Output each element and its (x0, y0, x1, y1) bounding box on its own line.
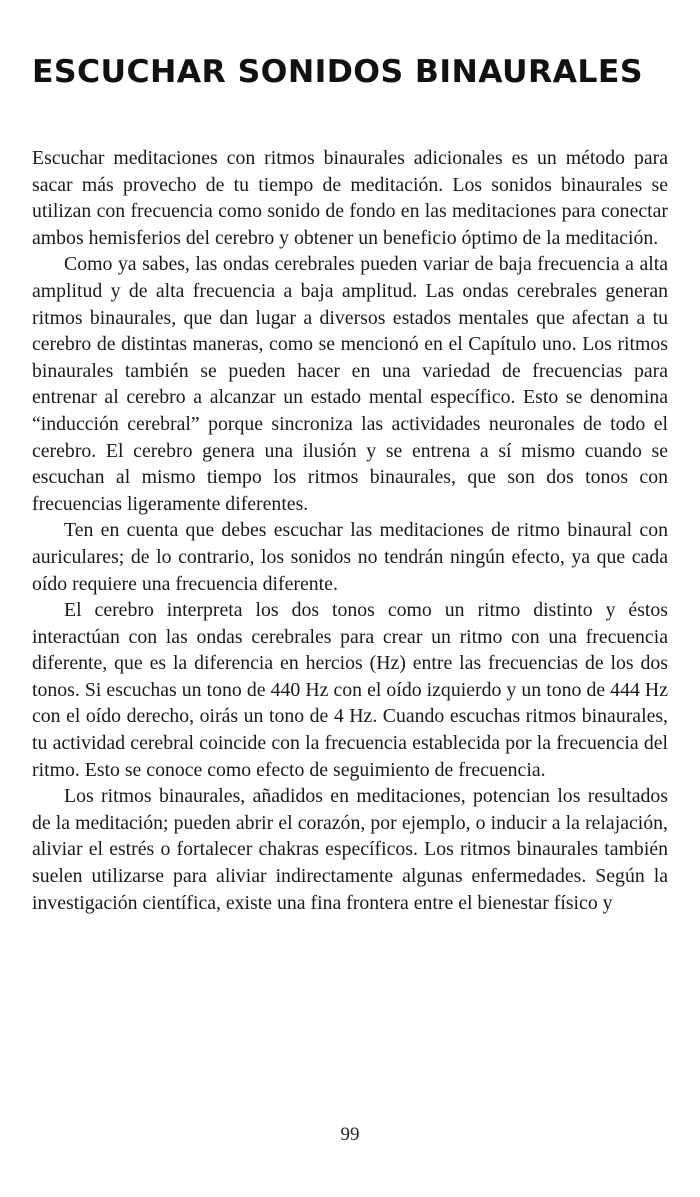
page-number: 99 (340, 1124, 360, 1145)
paragraph-brainwaves: Como ya sabes, las ondas cerebrales pueden variar de baja frecuencia a alta amplitud y de alta frecuencia a baja amplitud. Las ondas cerebrales generan ritmos binaurales, que dan lugar a diversos estados mentales que afectan a tu cerebro de distintas maneras, como se mencionó en el Capítulo uno. Los ritmos binaurales también se pueden hacer en una variedad de frecuencias para entrenar al cerebro a alcanzar un estado mental específico. Esto se denomina “inducción cerebral” porque sincroniza las actividades neuronales de todo el cerebro. El cerebro genera una ilusión y se entrena a sí mismo cuando se escuchan al mismo tiempo los ritmos binaurales, que son dos tonos con frecuencias ligeramente diferentes. (32, 253, 668, 515)
chapter-title: ESCUCHAR SONIDOS BINAURALES (32, 54, 643, 90)
paragraph-intro: Escuchar meditaciones con ritmos binaurales adicionales es un método para sacar más provecho de tu tiempo de meditación. Los sonidos binaurales se utilizan con frecuencia como sonido de fondo en las meditaciones para conectar ambos hemisferios del cerebro y obtener un beneficio óptimo de la meditación. (32, 147, 668, 249)
paragraph-benefits: Los ritmos binaurales, añadidos en meditaciones, potencian los resultados de la meditación; pueden abrir el corazón, por ejemplo, o inducir a la relajación, aliviar el estrés o fortalecer chakras específicos. Los ritmos binaurales también suelen utilizarse para aliviar indirectamente algunas enfermedades. Según la investigación científica, existe una fina frontera entre el bienestar físico y (32, 785, 668, 914)
paragraph-headphones: Ten en cuenta que debes escuchar las meditaciones de ritmo binaural con auriculares; de lo contrario, los sonidos no tendrán ningún efecto, ya que cada oído requiere una frecuencia diferente. (32, 519, 668, 595)
body-text (32, 145, 668, 916)
paragraph-frequency-difference: El cerebro interpreta los dos tonos como un ritmo distinto y éstos interactúan con las ondas cerebrales para crear un ritmo con una frecuencia diferente, que es la diferencia en hercios (Hz) entre las frecuencias de los dos tonos. Si escuchas un tono de 440 Hz con el oído izquierdo y un tono de 444 Hz con el oído derecho, oirás un tono de 4 Hz. Cuando escuchas ritmos binaurales, tu actividad cerebral coincide con la frecuencia establecida por la frecuencia del ritmo. Esto se conoce como efecto de seguimiento de frecuencia. (32, 599, 668, 781)
